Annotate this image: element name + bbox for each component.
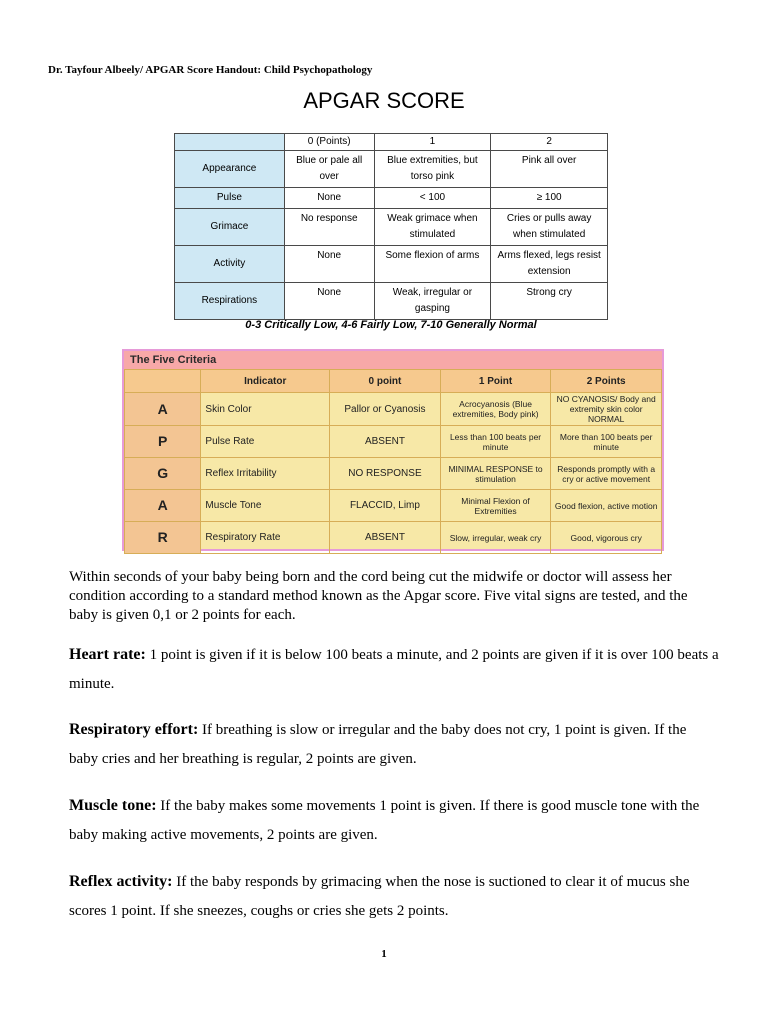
row-label: Activity bbox=[175, 246, 285, 283]
table-row bbox=[125, 426, 662, 458]
column-header: 2 Points bbox=[551, 370, 662, 393]
corner-cell bbox=[175, 134, 285, 151]
indicator-cell: Reflex Irritability bbox=[201, 458, 330, 490]
table-cell: None bbox=[284, 188, 374, 209]
table-row bbox=[175, 151, 608, 188]
table-row bbox=[175, 246, 608, 283]
two-point-cell: NO CYANOSIS/ Body and extremity skin color NORMAL bbox=[551, 393, 662, 426]
two-point-cell: More than 100 beats per minute bbox=[551, 426, 662, 458]
indicator-cell: Respiratory Rate bbox=[201, 522, 330, 554]
criterion-letter: A bbox=[125, 393, 201, 426]
zero-point-cell: ABSENT bbox=[330, 522, 441, 554]
one-point-cell: MINIMAL RESPONSE to stimulation bbox=[440, 458, 551, 490]
row-label: Appearance bbox=[175, 151, 285, 188]
table-cell: Weak, irregular or gasping bbox=[374, 283, 491, 320]
column-header: 0 (Points) bbox=[284, 134, 374, 151]
table-row bbox=[125, 393, 662, 426]
one-point-cell: Slow, irregular, weak cry bbox=[440, 522, 551, 554]
zero-point-cell: FLACCID, Limp bbox=[330, 490, 441, 522]
column-header: Indicator bbox=[201, 370, 330, 393]
indicator-cell: Pulse Rate bbox=[201, 426, 330, 458]
table-cell: Arms flexed, legs resist extension bbox=[491, 246, 608, 283]
column-header: 0 point bbox=[330, 370, 441, 393]
table-cell: Some flexion of arms bbox=[374, 246, 491, 283]
table-header-row bbox=[175, 134, 608, 151]
intro-paragraph: Within seconds of your baby being born and the cord being cut the midwife or doctor will assess her condition according to a standard method known as the Apgar score. Five vital signs are tested, and the baby is given 0,1 or 2 points for each. bbox=[69, 569, 688, 623]
table-row bbox=[175, 209, 608, 246]
table-cell: Strong cry bbox=[491, 283, 608, 320]
row-label: Pulse bbox=[175, 188, 285, 209]
table-title: The Five Criteria bbox=[124, 351, 662, 369]
five-criteria-table bbox=[122, 349, 664, 551]
indicator-cell: Muscle Tone bbox=[201, 490, 330, 522]
row-label: Grimace bbox=[175, 209, 285, 246]
column-header: 2 bbox=[491, 134, 608, 151]
criterion-letter: P bbox=[125, 426, 201, 458]
table-cell: None bbox=[284, 283, 374, 320]
table-cell: No response bbox=[284, 209, 374, 246]
criterion-letter: G bbox=[125, 458, 201, 490]
table-cell: Cries or pulls away when stimulated bbox=[491, 209, 608, 246]
respiratory-effort-paragraph bbox=[69, 715, 719, 774]
section-text: If the baby makes some movements 1 point is given. If there is good muscle tone with the baby making active movements, 2 points are given. bbox=[69, 798, 700, 843]
zero-point-cell: NO RESPONSE bbox=[330, 458, 441, 490]
table-row bbox=[125, 458, 662, 490]
page-number: 1 bbox=[381, 948, 387, 960]
table-cell: Blue extremities, but torso pink bbox=[374, 151, 491, 188]
apgar-score-table bbox=[174, 133, 608, 320]
table-row bbox=[125, 490, 662, 522]
table-cell: Blue or pale all over bbox=[284, 151, 374, 188]
section-lead: Respiratory effort: bbox=[69, 721, 199, 738]
row-label: Respirations bbox=[175, 283, 285, 320]
section-lead: Heart rate: bbox=[69, 646, 146, 663]
document-header: Dr. Tayfour Albeely/ APGAR Score Handout: Child Psychopathology bbox=[48, 64, 373, 76]
table-cell: None bbox=[284, 246, 374, 283]
table-cell: Pink all over bbox=[491, 151, 608, 188]
reflex-activity-paragraph bbox=[69, 867, 719, 926]
two-point-cell: Good, vigorous cry bbox=[551, 522, 662, 554]
criteria-table bbox=[124, 369, 662, 554]
muscle-tone-paragraph bbox=[69, 791, 719, 850]
column-header bbox=[125, 370, 201, 393]
score-ranges-caption: 0-3 Critically Low, 4-6 Fairly Low, 7-10 Generally Normal bbox=[245, 319, 537, 331]
table-row bbox=[175, 283, 608, 320]
two-point-cell: Responds promptly with a cry or active movement bbox=[551, 458, 662, 490]
table-row bbox=[125, 522, 662, 554]
zero-point-cell: Pallor or Cyanosis bbox=[330, 393, 441, 426]
column-header: 1 bbox=[374, 134, 491, 151]
section-lead: Muscle tone: bbox=[69, 797, 157, 814]
section-text: If the baby responds by grimacing when the nose is suctioned to clear it of mucus she scores 1 point. If she sneezes, coughs or cries she gets 2 points. bbox=[69, 874, 690, 919]
two-point-cell: Good flexion, active motion bbox=[551, 490, 662, 522]
section-text: If breathing is slow or irregular and the baby does not cry, 1 point is given. If the baby cries and her breathing is regular, 2 points are given. bbox=[69, 722, 687, 767]
heart-rate-paragraph bbox=[69, 640, 719, 699]
one-point-cell: Less than 100 beats per minute bbox=[440, 426, 551, 458]
section-text: 1 point is given if it is below 100 beats a minute, and 2 points are given if it is over 100 beats a minute. bbox=[69, 647, 719, 692]
page-title: APGAR SCORE bbox=[303, 88, 465, 113]
table-cell: < 100 bbox=[374, 188, 491, 209]
table-row bbox=[175, 188, 608, 209]
criterion-letter: R bbox=[125, 522, 201, 554]
zero-point-cell: ABSENT bbox=[330, 426, 441, 458]
section-lead: Reflex activity: bbox=[69, 873, 173, 890]
table-cell: Weak grimace when stimulated bbox=[374, 209, 491, 246]
one-point-cell: Acrocyanosis (Blue extremities, Body pink) bbox=[440, 393, 551, 426]
one-point-cell: Minimal Flexion of Extremities bbox=[440, 490, 551, 522]
criterion-letter: A bbox=[125, 490, 201, 522]
table-cell: ≥ 100 bbox=[491, 188, 608, 209]
column-header: 1 Point bbox=[440, 370, 551, 393]
table-header-row bbox=[125, 370, 662, 393]
indicator-cell: Skin Color bbox=[201, 393, 330, 426]
